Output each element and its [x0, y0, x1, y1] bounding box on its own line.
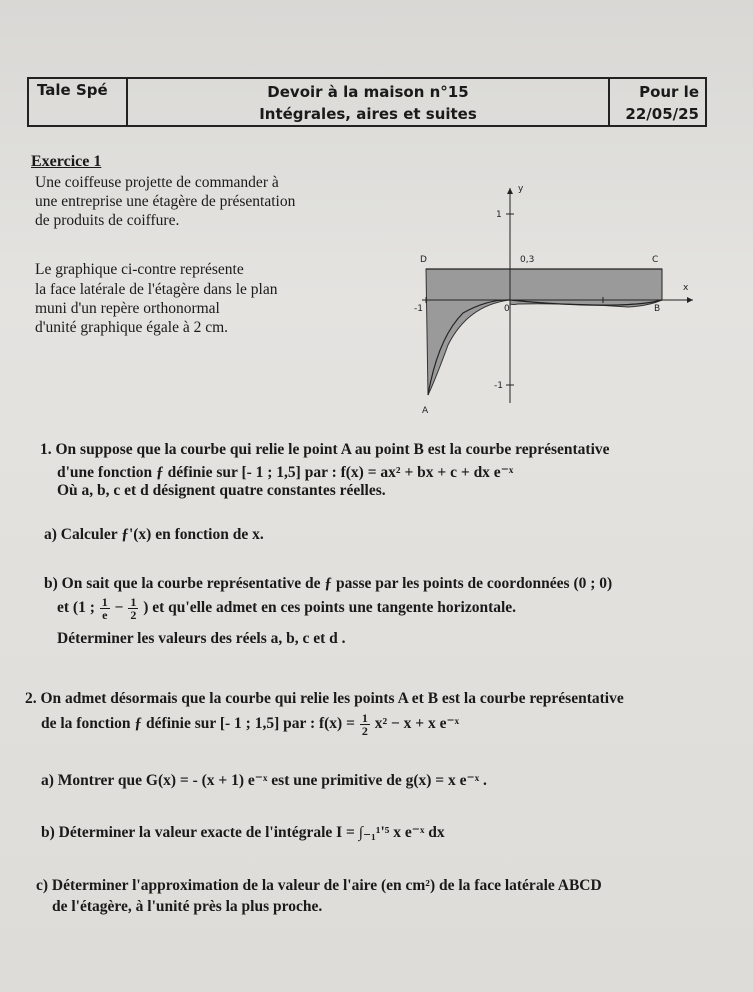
q1b-line1: b) On sait que la courbe représentative de ƒ passe par les points de coordonnées (0 ; 0) — [44, 575, 613, 592]
shelf-graph — [408, 173, 708, 423]
intro-line: de produits de coiffure. — [35, 212, 180, 229]
label-value: 0,3 — [520, 255, 535, 265]
intro-line: la face latérale de l'étagère dans le plan — [35, 281, 278, 298]
y-arrow — [507, 188, 513, 194]
fraction-1-over-e: $\frac{1}{e}$ — [101, 595, 108, 622]
q2c-line2: de l'étagère, à l'unité près la plus proche. — [52, 898, 323, 915]
label-origin: 0 — [504, 304, 510, 314]
fraction-1-over-2: $\frac{1}{2}$ — [130, 595, 137, 622]
assignment-subtitle: Intégrales, aires et suites — [259, 105, 477, 123]
y-label: y — [518, 184, 524, 194]
header-date-cell — [608, 79, 705, 125]
assignment-title: Devoir à la maison n°15 — [267, 83, 469, 101]
q1b-line2 — [57, 596, 516, 621]
x-arrow — [687, 297, 693, 303]
q2-line2 — [41, 712, 459, 737]
level-label: Tale Spé — [37, 81, 108, 99]
q1-line3: Où a, b, c et d désignent quatre constantes réelles. — [57, 482, 386, 499]
label-d: D — [420, 255, 427, 265]
label-b: B — [654, 304, 661, 314]
intro-line: Le graphique ci-contre représente — [35, 261, 244, 278]
due-label: Pour le — [639, 83, 699, 101]
shelf-area — [426, 269, 662, 395]
header-table — [27, 77, 707, 127]
q2c-line1: c) Déterminer l'approximation de la valeur de l'aire (en cm²) de la face latérale ABCD — [36, 877, 602, 894]
label-minus-one: -1 — [494, 381, 503, 391]
intro-line: Une coiffeuse projette de commander à — [35, 174, 279, 191]
q2-prefix: de la fonction ƒ définie sur [- 1 ; 1,5] par : f(x) = — [41, 715, 355, 733]
q1b-line3: Déterminer les valeurs des réels a, b, c et d . — [57, 630, 346, 647]
q2-line1: 2. On admet désormais que la courbe qui relie les points A et B est la courbe représentative — [25, 690, 624, 707]
minus-sign: − — [114, 599, 124, 617]
label-a: A — [422, 406, 429, 416]
fraction-1-over-2: $\frac{1}{2}$ — [361, 711, 368, 738]
q1b-prefix: et (1 ; — [57, 599, 95, 617]
intro-line: une entreprise une étagère de présentation — [35, 193, 296, 210]
header-level-cell — [29, 79, 128, 125]
q2b: b) Déterminer la valeur exacte de l'intégrale I = ∫₋₁¹'⁵ x e⁻ˣ dx — [41, 824, 445, 841]
intro-line: muni d'un repère orthonormal — [35, 300, 220, 317]
label-c: C — [652, 255, 659, 265]
x-label: x — [683, 283, 689, 293]
due-date: 22/05/25 — [625, 105, 699, 123]
exercise-title: Exercice 1 — [31, 153, 102, 170]
q2a: a) Montrer que G(x) = - (x + 1) e⁻ˣ est une primitive de g(x) = x e⁻ˣ . — [41, 772, 487, 789]
q1-line2: d'une fonction ƒ définie sur [- 1 ; 1,5] par : f(x) = ax² + bx + c + dx e⁻ˣ — [57, 464, 514, 481]
label-neg1-x: -1 — [414, 304, 423, 314]
intro-line: d'unité graphique égale à 2 cm. — [35, 319, 229, 336]
q1b-suffix: ) et qu'elle admet en ces points une tangente horizontale. — [143, 599, 517, 617]
q1-line1: 1. On suppose que la courbe qui relie le point A au point B est la courbe représentative — [40, 441, 610, 458]
q2-suffix: x² − x + x e⁻ˣ — [374, 715, 460, 733]
label-one: 1 — [496, 210, 502, 220]
q1a: a) Calculer ƒ'(x) en fonction de x. — [44, 526, 264, 543]
